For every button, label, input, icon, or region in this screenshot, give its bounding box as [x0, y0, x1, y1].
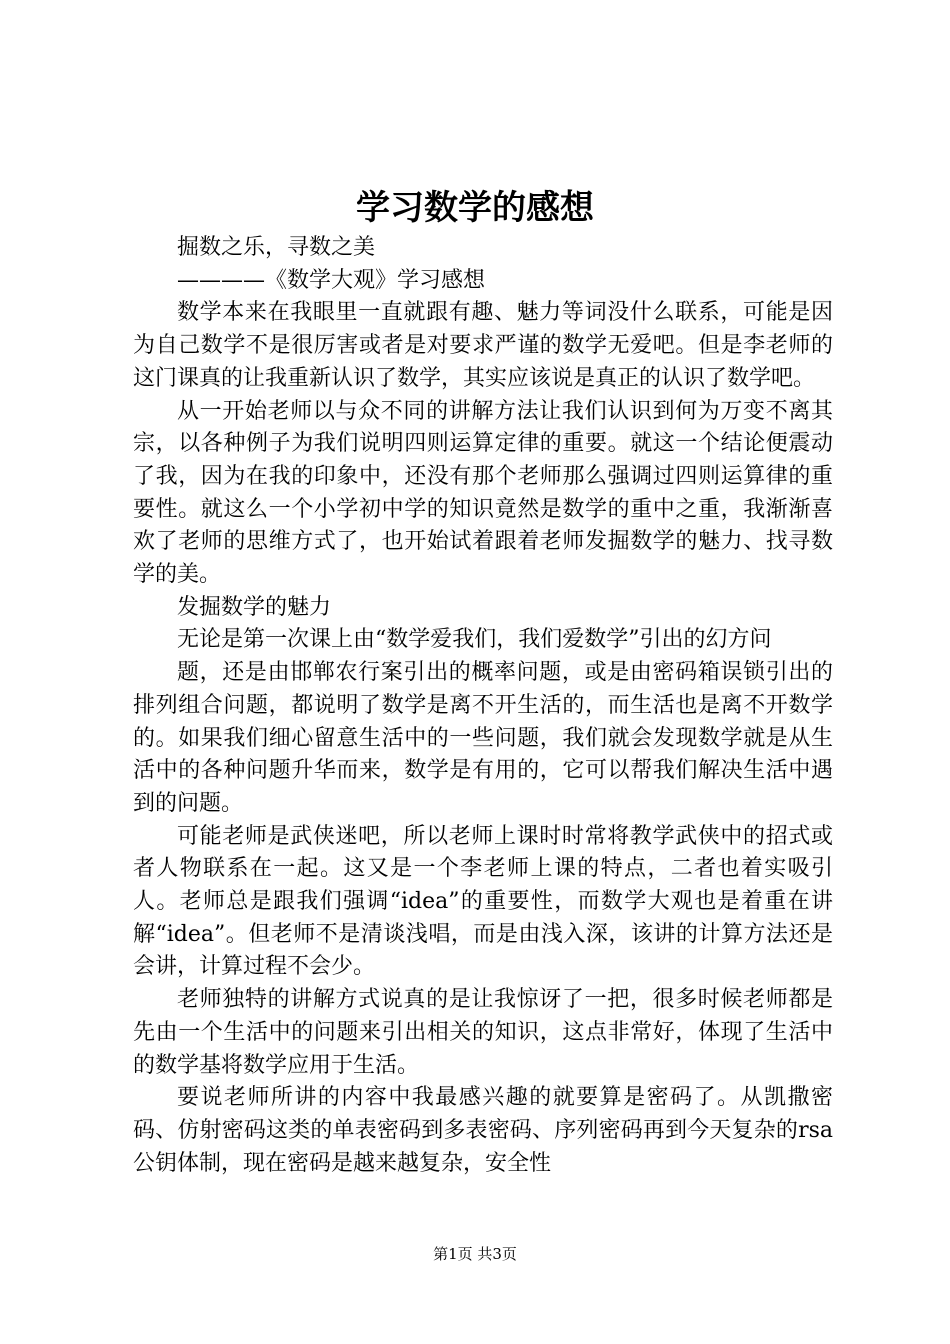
document-body: [133, 232, 833, 1180]
document-title: 学习数学的感想: [356, 188, 594, 228]
body-paragraph: 题，还是由邯郸农行案引出的概率问题，或是由密码箱误锁引出的排列组合问题，都说明了数学是离不开生活的，而生活也是离不开数学的。如果我们细心留意生活中的一些问题，我们就会发现数学就是从生活中的各种问题升华而来，数学是有用的，它可以帮我们解决生活中遇到的问题。: [133, 660, 833, 816]
subtitle-line: 掘数之乐，寻数之美: [177, 235, 376, 260]
body-paragraph: 可能老师是武侠迷吧，所以老师上课时时常将教学武侠中的招式或者人物联系在一起。这又是一个李老师上课的特点，二者也着实吸引人。老师总是跟我们强调“idea”的重要性，而数学大观也是着重在讲解“idea”。但老师不是清谈浅唱，而是由浅入深，该讲的计算方法还是会讲，计算过程不会少。: [133, 823, 833, 980]
body-paragraph: 无论是第一次课上由“数学爱我们，我们爱数学”引出的幻方问: [177, 627, 772, 653]
section-heading: 发掘数学的魅力: [177, 594, 332, 620]
body-paragraph: 老师独特的讲解方式说真的是让我惊讶了一把，很多时候老师都是先由一个生活中的问题来引出相关的知识，这点非常好，体现了生活中的数学基将数学应用于生活。: [133, 987, 833, 1078]
page-footer: 第1页 共3页: [433, 1245, 517, 1263]
body-paragraph: 数学本来在我眼里一直就跟有趣、魅力等词没什么联系，可能是因为自己数学不是很厉害或者是对要求严谨的数学无爱吧。但是李老师的这门课真的让我重新认识了数学，其实应该说是真正的认识了数学吧。: [133, 300, 833, 391]
body-paragraph: 要说老师所讲的内容中我最感兴趣的就要算是密码了。从凯撒密码、仿射密码这类的单表密码到多表密码、序列密码再到今天复杂的rsa公钥体制，现在密码是越来越复杂，安全性: [133, 1085, 833, 1176]
body-paragraph: 从一开始老师以与众不同的讲解方法让我们认识到何为万变不离其宗，以各种例子为我们说明四则运算定律的重要。就这一个结论便震动了我，因为在我的印象中，还没有那个老师那么强调过四则运算律的重要性。就这么一个小学初中学的知识竟然是数学的重中之重，我渐渐喜欢了老师的思维方式了，也开始试着跟着老师发掘数学的魅力、找寻数学的美。: [133, 398, 833, 588]
subtitle-source-line: ————《数学大观》学习感想: [177, 267, 486, 293]
